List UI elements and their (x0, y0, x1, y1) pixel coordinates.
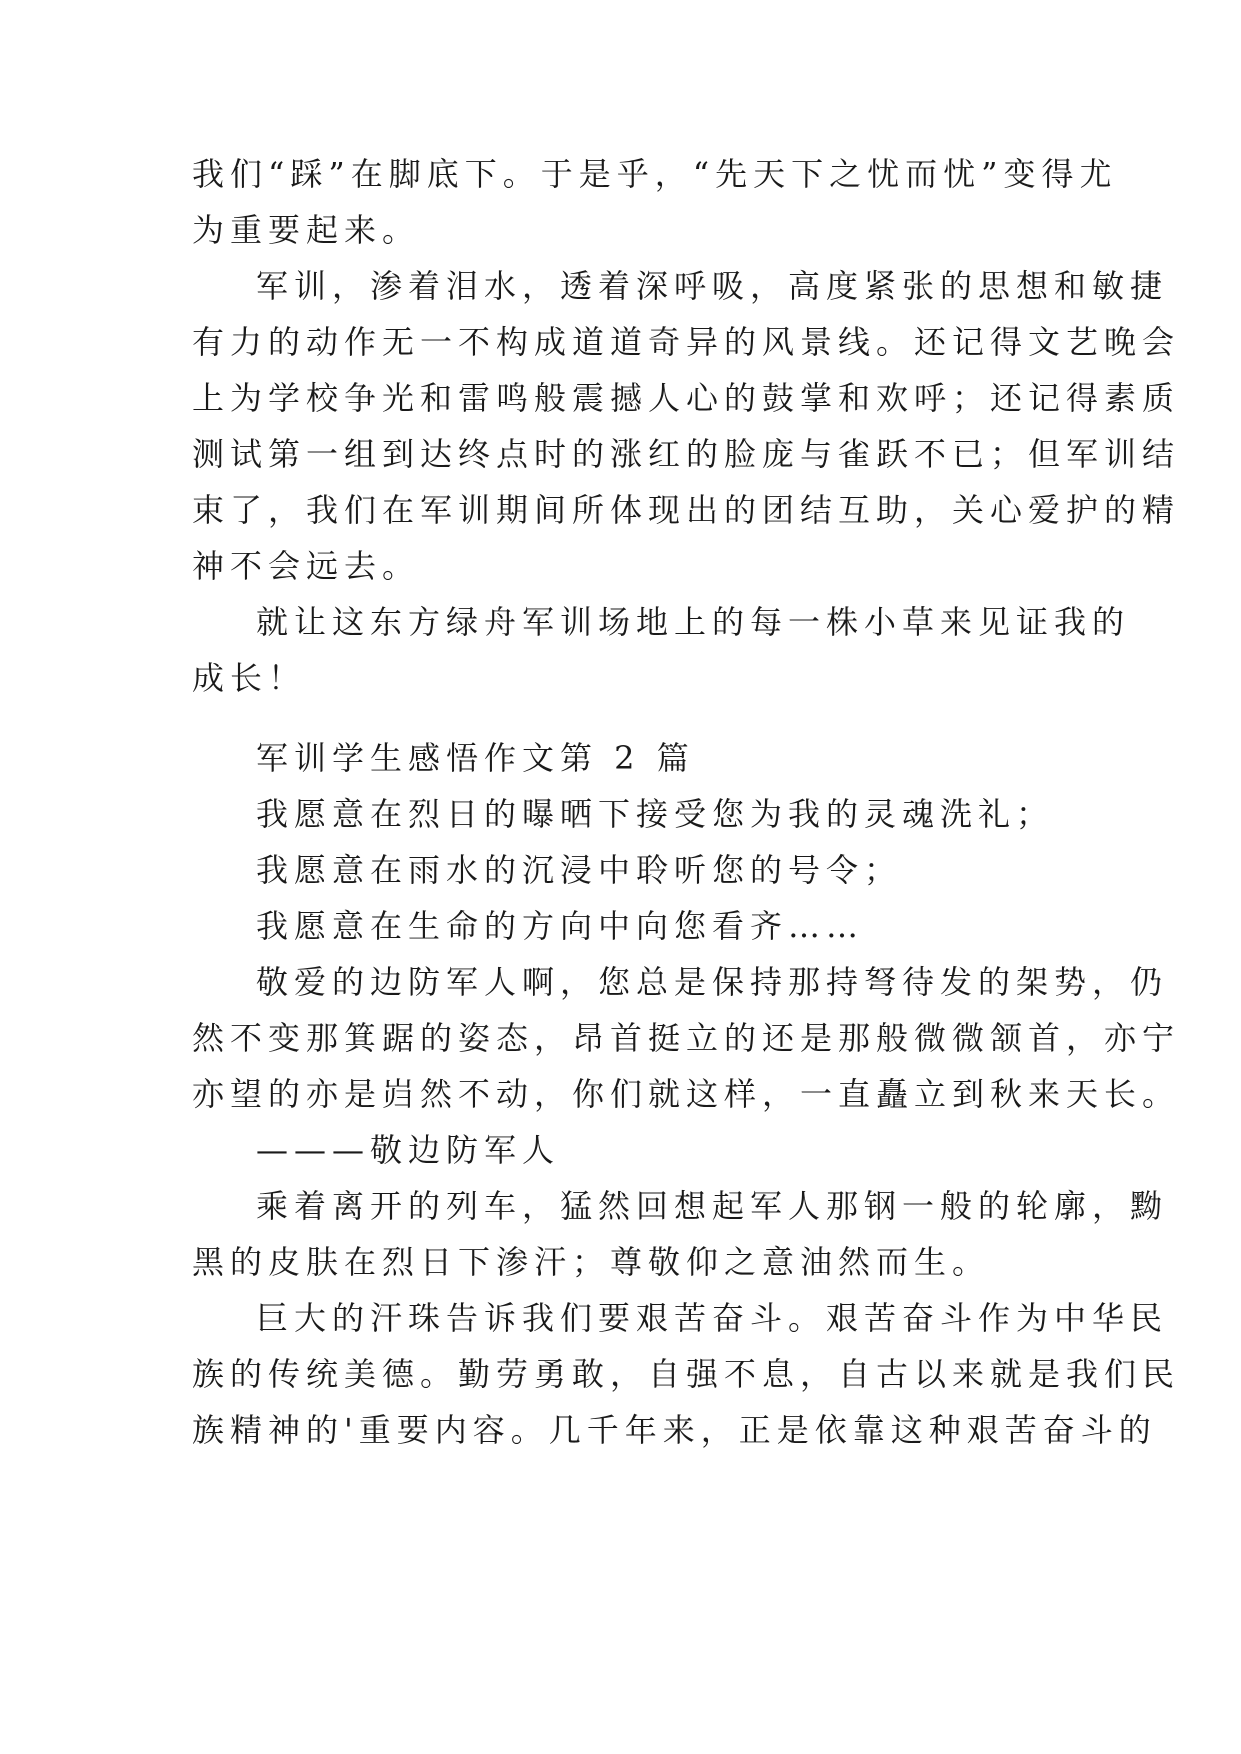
paragraph-start-line: 敬爱的边防军人啊，您总是保持那持弩待发的架势，仍 (256, 963, 1169, 1001)
text-line: 族精神的'重要内容。几千年来，正是依靠这种艰苦奋斗的 (192, 1411, 1157, 1449)
text-line: 上为学校争光和雷鸣般震撼人心的鼓掌和欢呼；还记得素质 (192, 379, 1181, 417)
paragraph-start-line: 巨大的汗珠告诉我们要艰苦奋斗。艰苦奋斗作为中华民 (256, 1299, 1169, 1337)
poem-line: 我愿意在烈日的曝晒下接受您为我的灵魂洗礼； (256, 795, 1055, 833)
attribution-line: ———敬边防军人 (256, 1131, 561, 1169)
text-line: 我们“踩”在脚底下。于是乎，“先天下之忧而忧”变得尤 (192, 155, 1118, 193)
paragraph-start-line: 军训，渗着泪水，透着深呼吸，高度紧张的思想和敏捷 (256, 267, 1169, 305)
text-line: 成长！ (192, 659, 307, 697)
text-line: 亦望的亦是岿然不动，你们就这样，一直矗立到秋来天长。 (192, 1075, 1181, 1113)
poem-line: 我愿意在生命的方向中向您看齐…… (256, 907, 865, 945)
text-line: 束了，我们在军训期间所体现出的团结互助，关心爱护的精 (192, 491, 1181, 529)
text-line: 然不变那箕踞的姿态，昂首挺立的还是那般微微颔首，亦宁 (192, 1019, 1181, 1057)
text-line: 有力的动作无一不构成道道奇异的风景线。还记得文艺晚会 (192, 323, 1181, 361)
text-line: 测试第一组到达终点时的涨红的脸庞与雀跃不已；但军训结 (192, 435, 1181, 473)
text-line: 神不会远去。 (192, 547, 421, 585)
text-line: 黑的皮肤在烈日下渗汗；尊敬仰之意油然而生。 (192, 1243, 991, 1281)
section-heading: 军训学生感悟作文第 2 篇 (256, 739, 695, 777)
text-line: 为重要起来。 (192, 211, 421, 249)
text-line: 族的传统美德。勤劳勇敢，自强不息，自古以来就是我们民 (192, 1355, 1181, 1393)
paragraph-start-line: 乘着离开的列车，猛然回想起军人那钢一般的轮廓，黝 (256, 1187, 1169, 1225)
paragraph-start-line: 就让这东方绿舟军训场地上的每一株小草来见证我的 (256, 603, 1131, 641)
poem-line: 我愿意在雨水的沉浸中聆听您的号令； (256, 851, 903, 889)
